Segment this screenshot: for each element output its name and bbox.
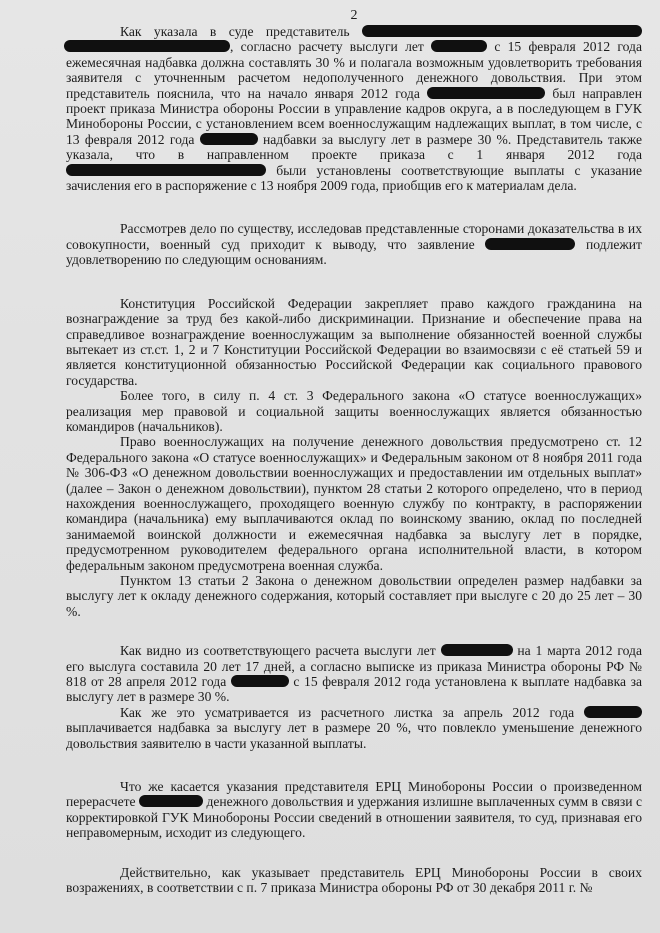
paragraph-recalculation: Что же касается указания представителя ЕРЦ Минобороны России о произведенном перерасчете денежного довольствия и удержания излишне выплаченных сумм в связи с корректировкой ГУК Минобороны России сведений в отношении заявителя, то суд, признавая его неправомерным, исходит из следующего. bbox=[66, 779, 643, 841]
paragraph-court-conclusion: Рассмотрев дело по существу, исследовав представленные сторонами доказательства в их совокупности, военный суд приходит к выводу, что заявление подлежит удовлетворению по следующим основаниям. bbox=[66, 221, 642, 268]
paragraph-service-calculation: Как видно из соответствующего расчета выслуги лет на 1 марта 2012 года его выслуга составила 20 лет 17 дней, а согласно выписке из приказа Министра обороны РФ № 818 от 28 апреля 2012 года с 15 февраля 2012 года установлена к выплате надбавка за выслугу лет в размере 30 %. bbox=[66, 643, 643, 705]
redaction-bar bbox=[427, 87, 545, 99]
paragraph-status-law: Более того, в силу п. 4 ст. 3 Федерального закона «О статусе военнослужащих» реализация мер правовой и социальной защиты военнослужащих является обязанностью командиров (начальников). bbox=[66, 388, 642, 434]
paragraph-allowance-right: Право военнослужащих на получение денежного довольствия предусмотрено ст. 12 Федерального закона «О статусе военнослужащих» и Федеральным законом от 8 ноября 2011 года № 306-ФЗ «О денежном довольствии военнослужащих и предоставлении им отдельных выплат» (далее – Закон о денежном довольствии), пунктом 28 статьи 2 которого определено, что в период нахождения военнослужащего, проходящего военную службу по контракту, в распоряжении командира (начальника) ему выплачиваются оклад по воинскому званию, оклад по последней занимаемой воинской должности и ежемесячная надбавка за выслугу лет в порядке, предусмотренном руководителем федерального органа исполнительной власти, в котором федеральным законом предусмотрена военная служба. bbox=[66, 434, 642, 573]
paragraph-constitution: Конституция Российской Федерации закрепляет право каждого гражданина на вознаграждение за труд без какой-либо дискриминации. Признание и обеспечение права на справедливое вознаграждение военнослужащим за выполнение обязанностей военной службы вытекает из ст.ст. 1, 2 и 7 Конституции Российской Федерации во взаимосвязи с её статьей 59 и является конституционной обязанностью Российской Федерации как социального правового государства. bbox=[66, 295, 642, 388]
page-number: 2 bbox=[350, 8, 358, 23]
redaction-bar bbox=[231, 675, 289, 687]
redaction-bar bbox=[441, 644, 513, 656]
paragraph-objections: Действительно, как указывает представитель ЕРЦ Минобороны России в своих возражениях, в соответствии с п. 7 приказа Министра обороны РФ от 30 декабря 2011 г. № bbox=[66, 864, 642, 896]
redaction-bar bbox=[362, 25, 642, 37]
paragraph-representative-statement: Как указала в суде представитель , согласно расчету выслуги лет с 15 февраля 2012 года ежемесячная надбавка должна составлять 30 % и полагала возможным удовлетворить требования заявителя с уточненным расчетом недополученного денежного довольствия. При этом представитель пояснила, что на начало января 2012 года был направлен проект приказа Министра обороны России в управление кадров округа, а в последующем в ГУК Минобороны России, с установлением всем военнослужащим надлежащих выплат, в том числе, с 13 февраля 2012 года надбавки за выслугу лет в размере 30 %. Представитель также указала, что в направленном проекте приказа с 1 января 2012 года были установлены соответствующие выплаты с указание зачисления его в распоряжение с 13 ноября 2009 года, приобщив его к материалам дела. bbox=[66, 24, 643, 194]
redaction-bar bbox=[66, 164, 266, 176]
paragraph-article-13: Пунктом 13 статьи 2 Закона о денежном довольствии определен размер надбавки за выслугу лет к окладу денежного содержания, который составляет при выслуге с 20 до 25 лет – 30 %. bbox=[66, 573, 642, 619]
redaction-bar bbox=[139, 795, 203, 807]
redaction-bar bbox=[431, 40, 487, 52]
redaction-bar bbox=[584, 706, 642, 718]
paragraph-pay-slip: Как же это усматривается из расчетного листка за апрель 2012 года выплачивается надбавка за выслугу лет в размере 20 %, что повлекло уменьшение денежного довольствия заявителю в части указанной выплаты. bbox=[66, 704, 642, 751]
redaction-bar bbox=[200, 133, 258, 145]
redaction-bar bbox=[485, 238, 575, 250]
redaction-bar bbox=[64, 40, 230, 52]
